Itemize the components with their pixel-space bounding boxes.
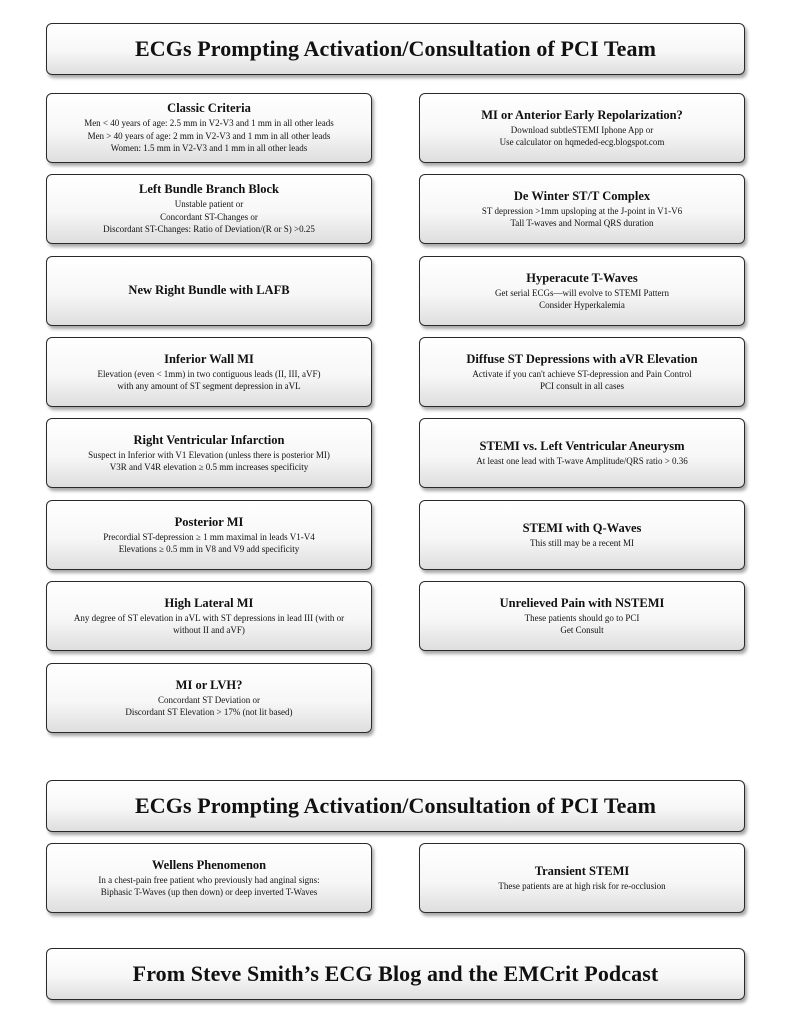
card-line: without II and aVF)	[173, 625, 245, 635]
footer-banner	[46, 948, 745, 1000]
card-line: This still may be a recent MI	[530, 537, 634, 548]
card-title: STEMI vs. Left Ventricular Aneurysm	[479, 438, 685, 453]
card-line: These patients are at high risk for re-occlusion	[498, 880, 666, 891]
criteria-card-left-7	[46, 581, 372, 651]
card-line: At least one lead with T-wave Amplitude/QRS ratio > 0.36	[476, 455, 688, 466]
header-consultation-title: ECGs Prompting Activation/Consultation of PCI Team	[134, 793, 657, 818]
card-title: Unrelieved Pain with NSTEMI	[499, 595, 665, 610]
header-activation-title: ECGs Prompting Activation/Consultation of PCI Team	[134, 36, 657, 61]
card-line: Elevation (even < 1mm) in two contiguous leads (II, III, aVF)	[97, 368, 321, 379]
card-title: Posterior MI	[174, 514, 244, 529]
header-activation	[46, 23, 745, 75]
card-title: De Winter ST/T Complex	[513, 188, 651, 203]
card-line: Elevations ≥ 0.5 mm in V8 and V9 add specificity	[118, 544, 300, 554]
card-line: Get serial ECGs—will evolve to STEMI Pattern	[495, 287, 669, 298]
card-line: Download subtleSTEMI Iphone App or	[510, 124, 654, 135]
footer-title: From Steve Smith’s ECG Blog and the EMCrit Podcast	[132, 961, 659, 986]
card-line: Discordant ST-Changes: Ratio of Deviation/(R or S) >0.25	[103, 224, 315, 235]
criteria-card-right-1	[419, 93, 745, 163]
consult-card-wellens	[46, 843, 372, 913]
card-line: Men > 40 years of age: 2 mm in V2-V3 and 1 mm in all other leads	[87, 130, 331, 141]
card-title: High Lateral MI	[164, 595, 254, 610]
criteria-card-left-2	[46, 174, 372, 244]
card-line: Get Consult	[560, 625, 604, 635]
consult-card-transient-stemi	[419, 843, 745, 913]
card-title: MI or Anterior Early Repolarization?	[481, 107, 683, 122]
criteria-card-left-5	[46, 418, 372, 488]
criteria-card-left-6	[46, 500, 372, 570]
card-line: Discordant ST Elevation > 17% (not lit based)	[125, 707, 293, 717]
card-title: Diffuse ST Depressions with aVR Elevation	[466, 351, 698, 366]
card-line: PCI consult in all cases	[540, 381, 624, 391]
card-line: Suspect in Inferior with V1 Elevation (unless there is posterior MI)	[88, 449, 330, 460]
card-line: Concordant ST-Changes or	[160, 211, 258, 222]
card-line: In a chest-pain free patient who previously had anginal signs:	[98, 874, 320, 885]
card-line: Concordant ST Deviation or	[157, 694, 261, 705]
card-line: Unstable patient or	[174, 199, 244, 210]
card-line: Activate if you can't achieve ST-depression and Pain Control	[472, 368, 692, 379]
card-line: Precordial ST-depression ≥ 1 mm maximal in leads V1-V4	[103, 531, 315, 542]
card-title: Inferior Wall MI	[164, 351, 254, 366]
card-title: Hyperacute T-Waves	[526, 270, 638, 285]
criteria-card-right-3	[419, 256, 745, 326]
card-line: Consider Hyperkalemia	[539, 300, 625, 310]
card-line: with any amount of ST segment depression in aVL	[117, 381, 301, 391]
criteria-card-left-8	[46, 663, 372, 733]
criteria-card-left-4	[46, 337, 372, 407]
criteria-card-left-3	[46, 256, 372, 326]
header-consultation	[46, 780, 745, 832]
card-title: STEMI with Q-Waves	[522, 520, 642, 535]
card-line: Men < 40 years of age: 2.5 mm in V2-V3 and 1 mm in all other leads	[84, 118, 334, 129]
criteria-card-right-2	[419, 174, 745, 244]
card-title: New Right Bundle with LAFB	[128, 283, 290, 297]
criteria-card-right-4	[419, 337, 745, 407]
card-title: Transient STEMI	[534, 863, 630, 878]
card-line: ST depression >1mm upsloping at the J-point in V1-V6	[481, 205, 683, 216]
card-title: MI or LVH?	[175, 677, 243, 692]
card-line: These patients should go to PCI	[524, 612, 640, 623]
card-line: Use calculator on hqmeded-ecg.blogspot.com	[499, 137, 665, 147]
card-line: Any degree of ST elevation in aVL with ST depressions in lead III (with or	[73, 612, 345, 623]
card-line: Biphasic T-Waves (up then down) or deep inverted T-Waves	[100, 887, 318, 897]
card-line: Women: 1.5 mm in V2-V3 and 1 mm in all other leads	[110, 143, 308, 154]
criteria-card-left-1	[46, 93, 372, 163]
card-title: Left Bundle Branch Block	[139, 182, 279, 197]
criteria-card-right-5	[419, 418, 745, 488]
criteria-card-right-7	[419, 581, 745, 651]
card-title: Wellens Phenomenon	[151, 857, 267, 872]
criteria-card-right-6	[419, 500, 745, 570]
card-line: Tall T-waves and Normal QRS duration	[510, 218, 654, 228]
card-title: Right Ventricular Infarction	[133, 432, 285, 447]
card-title: Classic Criteria	[167, 101, 251, 116]
card-line: V3R and V4R elevation ≥ 0.5 mm increases specificity	[109, 462, 309, 472]
